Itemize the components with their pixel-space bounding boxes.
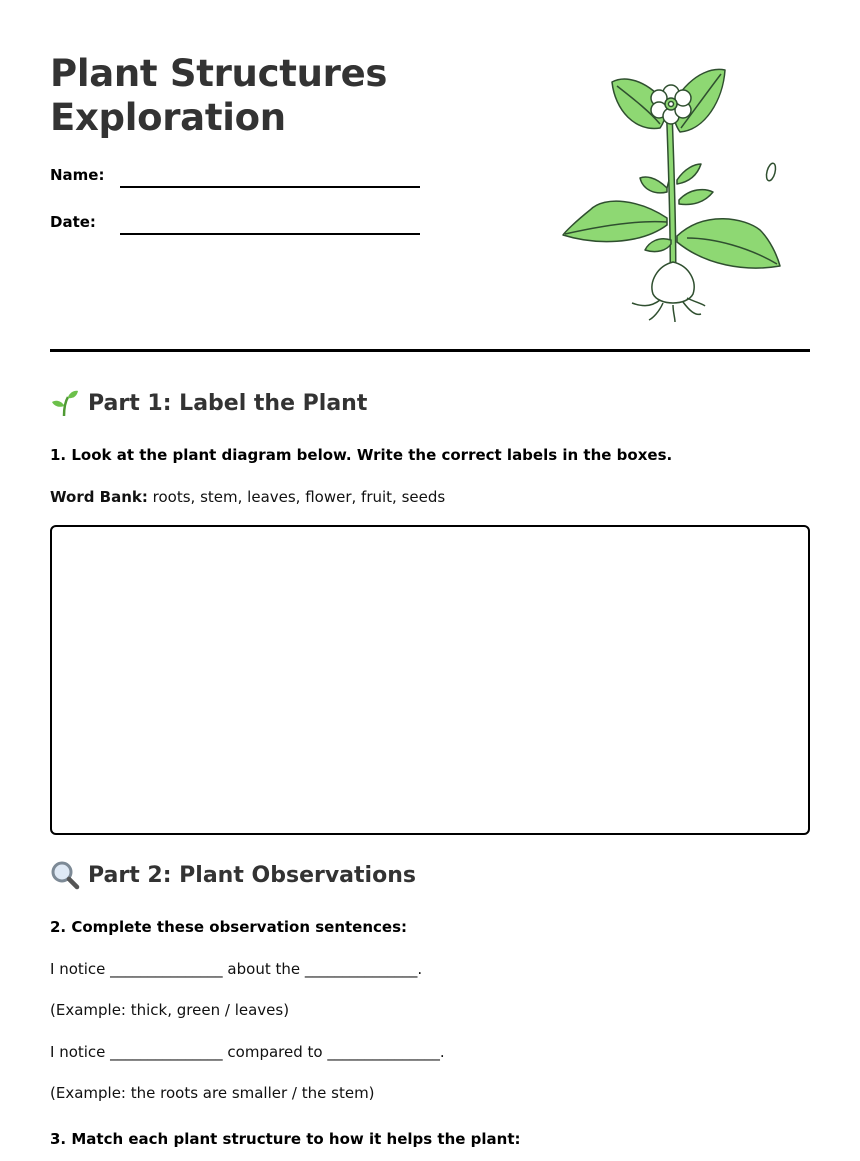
worksheet-title xyxy=(50,52,387,140)
plant-illustration xyxy=(555,60,790,325)
plant-diagram-box[interactable] xyxy=(50,525,810,835)
date-label: Date: xyxy=(50,213,96,231)
word-bank-words: roots, stem, leaves, flower, fruit, seeds xyxy=(152,488,446,506)
observation-sentence-1: I notice _______________ about the _______________. xyxy=(50,960,423,978)
part1-heading xyxy=(50,388,367,418)
question-2: 2. Complete these observation sentences: xyxy=(50,918,408,936)
name-field-line[interactable] xyxy=(120,186,420,188)
name-label: Name: xyxy=(50,166,105,184)
observation-example-1: (Example: thick, green / leaves) xyxy=(50,1001,290,1019)
question-3: 3. Match each plant structure to how it helps the plant: xyxy=(50,1130,521,1148)
section-divider xyxy=(50,349,810,352)
seedling-icon xyxy=(50,388,80,418)
title-line-2: Exploration xyxy=(50,96,286,139)
observation-example-2: (Example: the roots are smaller / the stem) xyxy=(50,1084,375,1102)
part2-heading-text: Part 2: Plant Observations xyxy=(88,862,416,888)
observation-sentence-2: I notice _______________ compared to _______________. xyxy=(50,1043,445,1061)
word-bank xyxy=(50,488,445,506)
magnifying-glass-icon xyxy=(50,860,80,890)
title-line-1: Plant Structures xyxy=(50,52,388,95)
part2-heading xyxy=(50,860,416,890)
date-field-line[interactable] xyxy=(120,233,420,235)
word-bank-label: Word Bank: xyxy=(50,488,148,506)
question-1: 1. Look at the plant diagram below. Write the correct labels in the boxes. xyxy=(50,446,673,464)
part1-heading-text: Part 1: Label the Plant xyxy=(88,390,368,416)
